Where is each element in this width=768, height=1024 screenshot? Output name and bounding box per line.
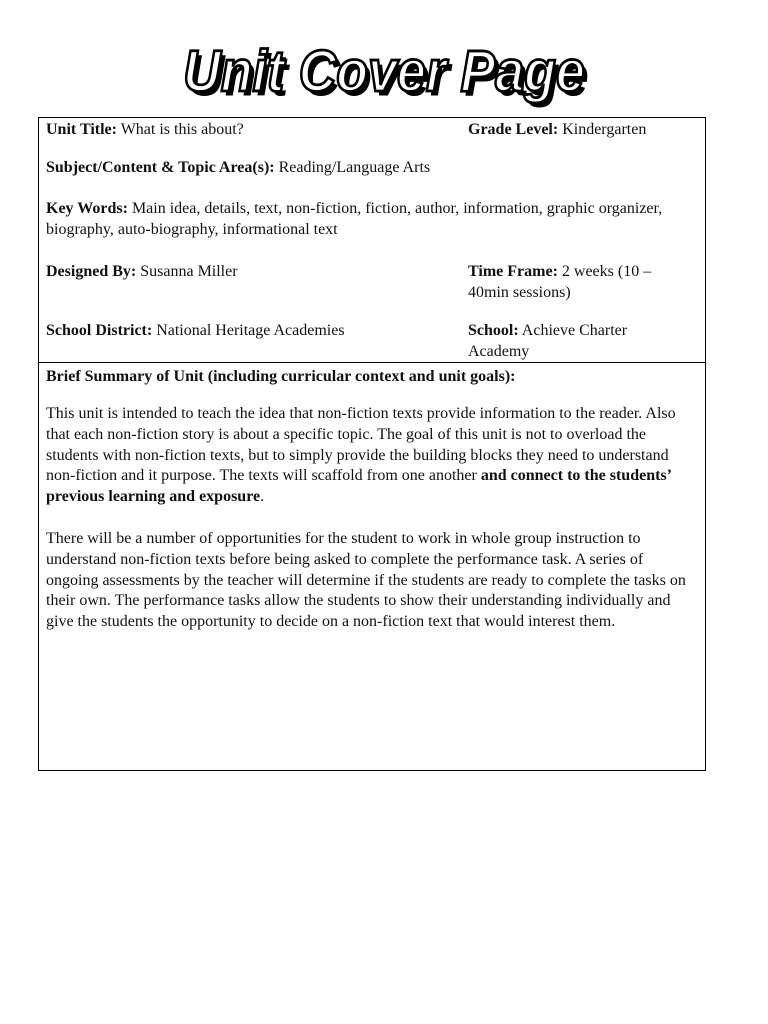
grade-level-value: Kindergarten — [562, 121, 647, 138]
subject-label: Subject/Content & Topic Area(s): — [46, 159, 275, 176]
page-title: Unit Cover Page — [183, 39, 585, 105]
designed-by-row — [46, 261, 456, 282]
subject-value: Reading/Language Arts — [278, 159, 431, 176]
summary-paragraph-1-emphasis: and connect to the students’ previous learning and exposure — [46, 467, 671, 506]
keywords-row — [46, 198, 696, 240]
unit-info-section — [39, 118, 705, 363]
designed-by-value: Susanna Miller — [140, 263, 238, 280]
designed-by-label: Designed By: — [46, 263, 137, 280]
summary-paragraph-1 — [46, 404, 698, 508]
keywords-value: Main idea, details, text, non-fiction, fiction, author, information, graphic organizer, biography, auto-biography, informational text — [46, 200, 663, 238]
grade-level-row — [468, 119, 700, 140]
unit-title-label: Unit Title: — [46, 121, 117, 138]
summary-heading: Brief Summary of Unit (including curricular context and unit goals): — [46, 368, 516, 385]
school-district-label: School District: — [46, 322, 153, 339]
subject-row — [46, 157, 696, 178]
summary-paragraph-2: There will be a number of opportunities for the student to work in whole group instruction to understand non-fiction texts before being asked to complete the performance task. A series of ongoing assessments by the teacher will determine if the students are ready to complete the tasks on their own. The performance tasks allow the students to show their understanding individually and give the students the opportunity to decide on a non-fiction text that would interest them. — [46, 530, 686, 631]
keywords-label: Key Words: — [46, 200, 128, 217]
school-value: Achieve Charter Academy — [468, 322, 628, 360]
page-title-container — [0, 40, 768, 112]
summary-paragraph-1-end: . — [260, 488, 265, 506]
school-row — [468, 320, 673, 362]
grade-level-label: Grade Level: — [468, 121, 559, 138]
unit-title-value: What is this about? — [120, 121, 244, 138]
unit-cover-table — [38, 117, 706, 771]
school-district-row — [46, 320, 456, 341]
school-label: School: — [468, 322, 519, 339]
unit-summary-section — [39, 363, 705, 770]
time-frame-row — [468, 261, 683, 303]
school-district-value: National Heritage Academies — [156, 322, 345, 339]
time-frame-label: Time Frame: — [468, 263, 558, 280]
time-frame-value: 2 weeks (10 – 40min sessions) — [468, 263, 652, 301]
summary-paragraph-1-text: This unit is intended to teach the idea that non-fiction texts provide information to the reader. Also that each non-fiction story is about a specific topic. The goal of this unit is not to overload the students with non-fiction texts, but to simply provide the building blocks they need to understand non-fiction and it purpose. The texts will scaffold from one another — [46, 405, 676, 485]
unit-title-row — [46, 119, 456, 140]
